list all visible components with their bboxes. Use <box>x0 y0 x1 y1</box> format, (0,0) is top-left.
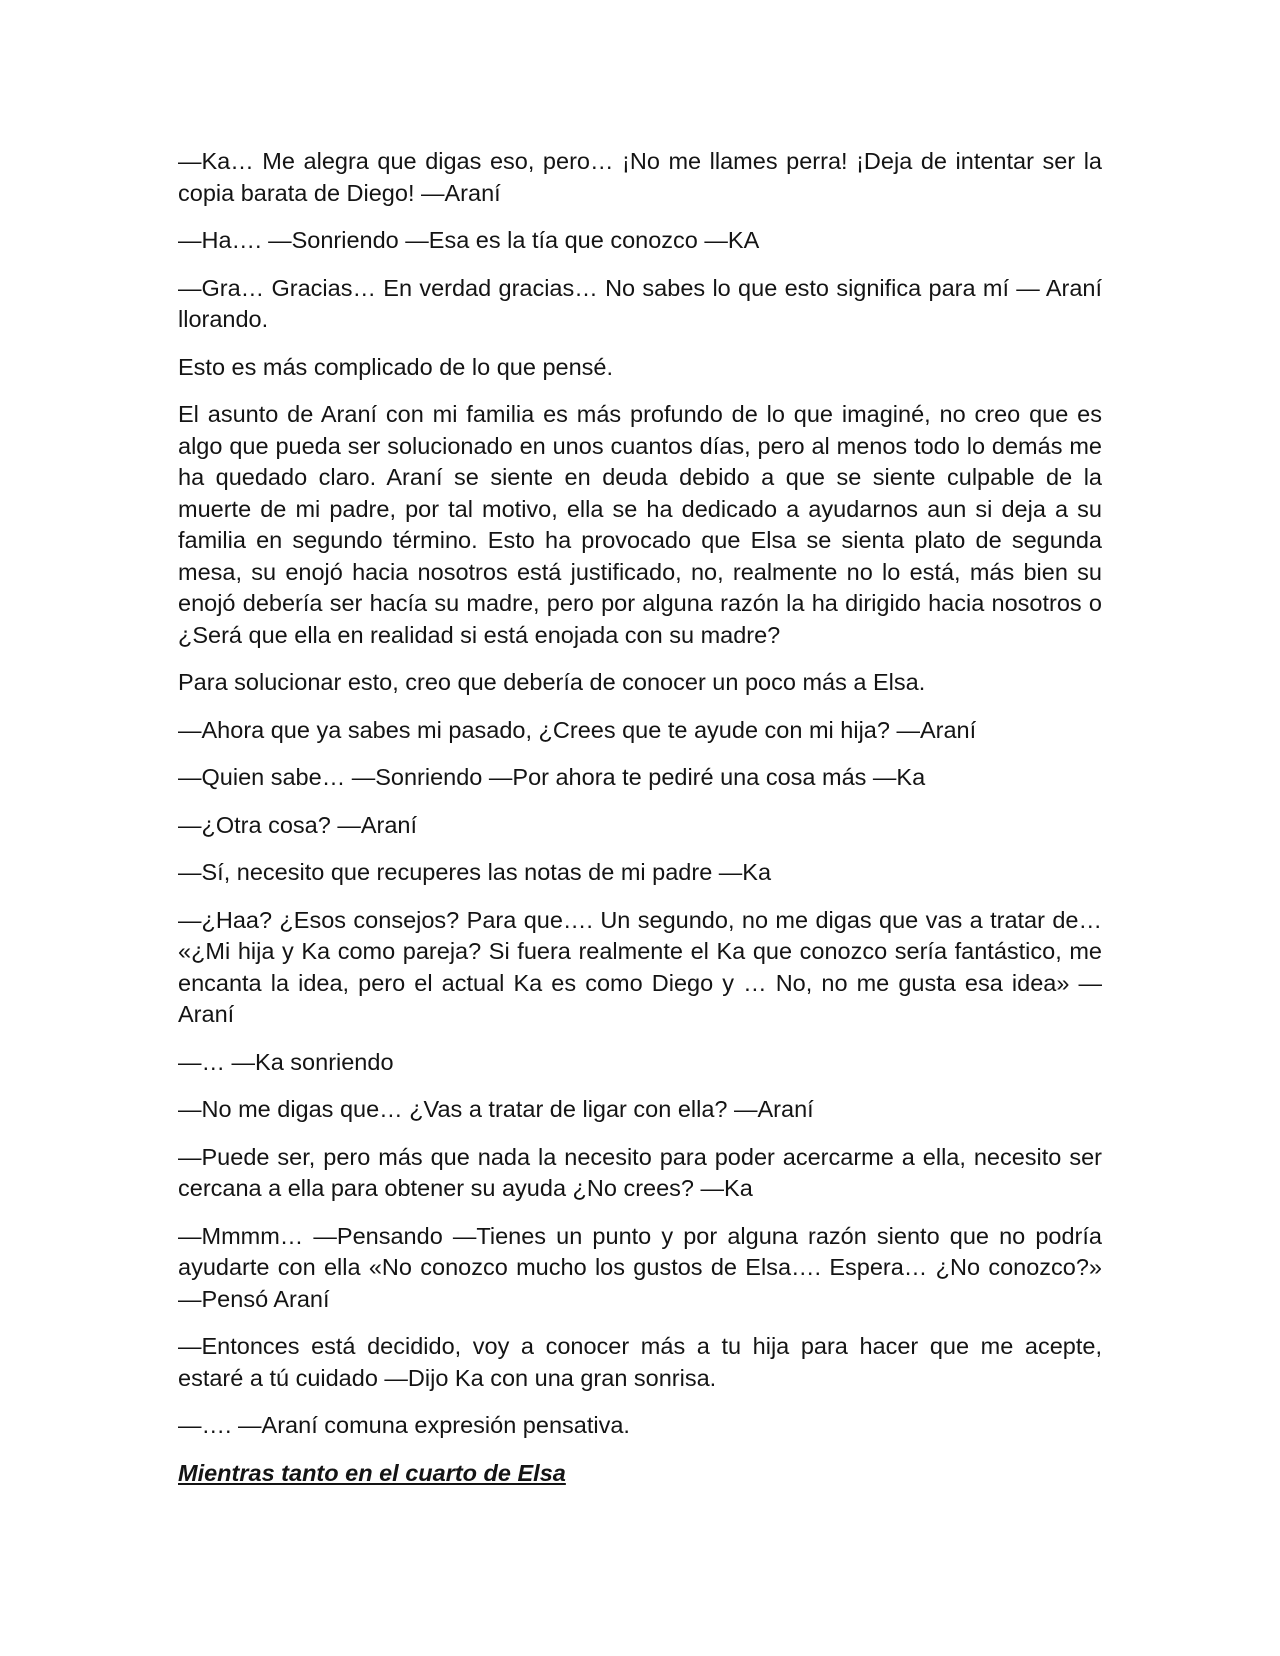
paragraph: —¿Otra cosa? —Araní <box>178 811 417 838</box>
paragraph: —Ka… Me alegra que digas eso, pero… ¡No me llames perra! ¡Deja de intentar ser la copia barata de Diego! —Araní <box>178 148 1102 206</box>
section-heading: Mientras tanto en el cuarto de Elsa <box>178 1459 566 1486</box>
paragraph: —Quien sabe… —Sonriendo —Por ahora te pediré una cosa más —Ka <box>178 764 926 790</box>
paragraph: —Sí, necesito que recuperes las notas de mi padre —Ka <box>178 859 772 885</box>
paragraph: Esto es más complicado de lo que pensé. <box>178 353 614 380</box>
paragraph: —Mmmm… —Pensando —Tienes un punto y por alguna razón siento que no podría ayudarte con ella «No conozco mucho los gustos de Elsa…. Espera… ¿No conozco?» —Pensó Araní <box>178 1222 1102 1312</box>
paragraph: —…. —Araní comuna expresión pensativa. <box>178 1412 630 1438</box>
paragraph: —Gra… Gracias… En verdad gracias… No sabes lo que esto significa para mí — Araní llorando. <box>178 274 1102 332</box>
paragraph: —Entonces está decidido, voy a conocer más a tu hija para hacer que me acepte, estaré a tú cuidado —Dijo Ka con una gran sonrisa. <box>178 1333 1102 1391</box>
paragraph: —Ha…. —Sonriendo —Esa es la tía que conozco —KA <box>178 227 760 253</box>
paragraph: —Ahora que ya sabes mi pasado, ¿Crees que te ayude con mi hija? —Araní <box>178 716 977 743</box>
paragraph: El asunto de Araní con mi familia es más profundo de lo que imaginé, no creo que es algo que pueda ser solucionado en unos cuantos días, pero al menos todo lo demás me ha quedado claro. Araní se siente en deuda debido a que se siente culpable de la muerte de mi padre, por tal motivo, ella se ha dedicado a ayudarnos aun si deja a su familia en segundo término. Esto ha provocado que Elsa se sienta plato de segunda mesa, su enojó hacia nosotros está justificado, no, realmente no lo está, más bien su enojó debería ser hacía su madre, pero por alguna razón la ha dirigido hacia nosotros o ¿Será que ella en realidad si está enojada con su madre? <box>178 401 1102 648</box>
paragraph: Para solucionar esto, creo que debería de conocer un poco más a Elsa. <box>178 669 926 695</box>
paragraph: —¿Haa? ¿Esos consejos? Para que…. Un segundo, no me digas que vas a tratar de… «¿Mi hija y Ka como pareja? Si fuera realmente el Ka que conozco sería fantástico, me encanta la idea, pero el actual Ka es como Diego y … No, no me gusta esa idea» —Araní <box>178 906 1102 1027</box>
paragraph: —Puede ser, pero más que nada la necesito para poder acercarme a ella, necesito ser cercana a ella para obtener su ayuda ¿No crees? —Ka <box>178 1143 1102 1201</box>
paragraph: —… —Ka sonriendo <box>178 1048 394 1075</box>
paragraph: —No me digas que… ¿Vas a tratar de ligar con ella? —Araní <box>178 1096 814 1122</box>
document-page <box>178 146 1102 1505</box>
